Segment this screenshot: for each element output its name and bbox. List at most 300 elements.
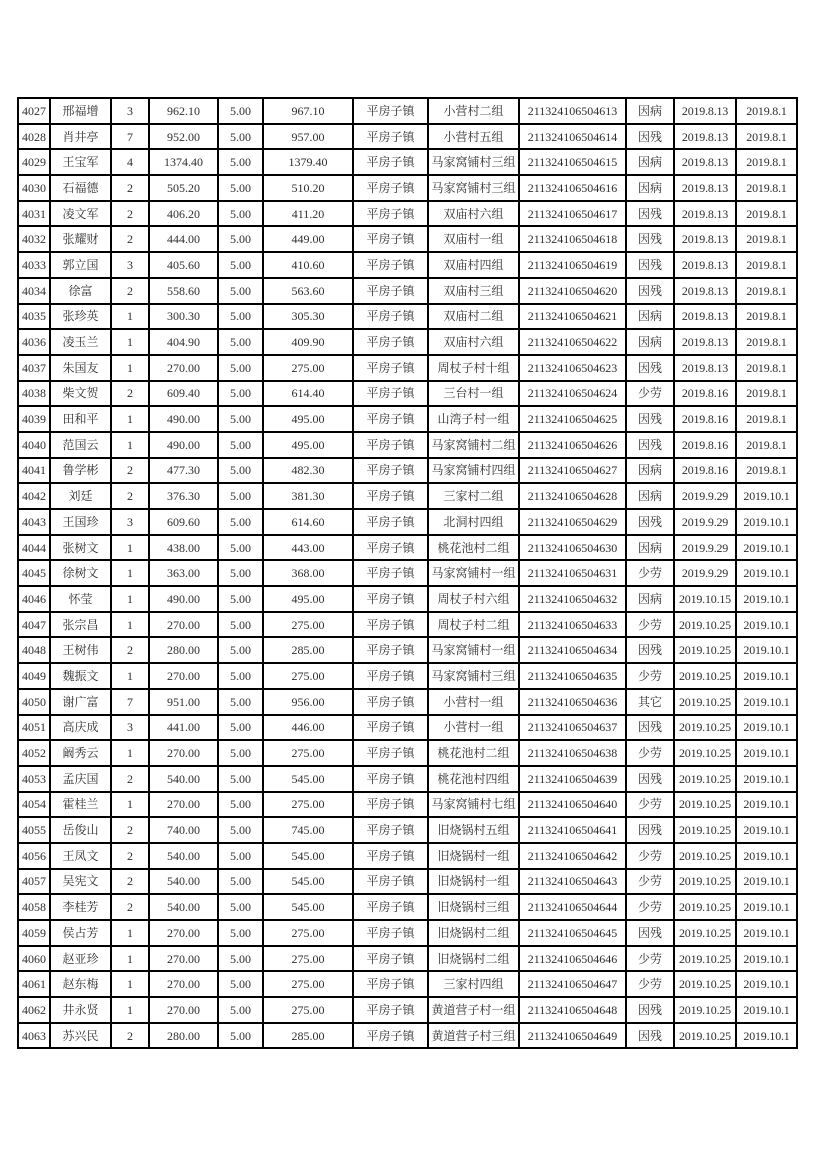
price-subsidy-cell: 5.00 (218, 637, 263, 663)
index-cell: 4059 (18, 920, 50, 946)
town-cell: 平房子镇 (353, 124, 428, 150)
reason-cell: 因残 (626, 252, 674, 278)
total-amount-cell: 305.30 (263, 304, 353, 330)
id-number-cell: 211324106504625 (519, 406, 626, 432)
base-amount-cell: 376.30 (149, 483, 218, 509)
issue-date-cell: 2019.10.1 (736, 971, 797, 997)
total-amount-cell: 275.00 (263, 740, 353, 766)
village-group-cell: 小营村一组 (428, 715, 519, 741)
base-amount-cell: 540.00 (149, 894, 218, 920)
town-cell: 平房子镇 (353, 1023, 428, 1049)
index-cell: 4047 (18, 612, 50, 638)
name-cell: 张树文 (50, 535, 111, 561)
family-size-cell: 1 (111, 920, 149, 946)
issue-date-cell: 2019.8.1 (736, 355, 797, 381)
price-subsidy-cell: 5.00 (218, 381, 263, 407)
family-size-cell: 3 (111, 715, 149, 741)
name-cell: 王凤文 (50, 843, 111, 869)
index-cell: 4056 (18, 843, 50, 869)
village-group-cell: 马家窝铺村四组 (428, 458, 519, 484)
approve-date-cell: 2019.8.16 (674, 406, 736, 432)
id-number-cell: 211324106504638 (519, 740, 626, 766)
approve-date-cell: 2019.10.25 (674, 612, 736, 638)
index-cell: 4042 (18, 483, 50, 509)
name-cell: 赵东梅 (50, 971, 111, 997)
family-size-cell: 1 (111, 586, 149, 612)
approve-date-cell: 2019.9.29 (674, 483, 736, 509)
id-number-cell: 211324106504641 (519, 817, 626, 843)
price-subsidy-cell: 5.00 (218, 1023, 263, 1049)
id-number-cell: 211324106504633 (519, 612, 626, 638)
family-size-cell: 2 (111, 1023, 149, 1049)
table-row (18, 869, 797, 895)
total-amount-cell: 563.60 (263, 278, 353, 304)
name-cell: 吴宪文 (50, 869, 111, 895)
family-size-cell: 2 (111, 843, 149, 869)
index-cell: 4043 (18, 509, 50, 535)
reason-cell: 因病 (626, 483, 674, 509)
total-amount-cell: 495.00 (263, 432, 353, 458)
issue-date-cell: 2019.10.1 (736, 663, 797, 689)
price-subsidy-cell: 5.00 (218, 817, 263, 843)
approve-date-cell: 2019.9.29 (674, 535, 736, 561)
total-amount-cell: 275.00 (263, 612, 353, 638)
price-subsidy-cell: 5.00 (218, 586, 263, 612)
approve-date-cell: 2019.9.29 (674, 509, 736, 535)
reason-cell: 因病 (626, 535, 674, 561)
issue-date-cell: 2019.10.1 (736, 946, 797, 972)
total-amount-cell: 510.20 (263, 175, 353, 201)
issue-date-cell: 2019.8.1 (736, 406, 797, 432)
id-number-cell: 211324106504628 (519, 483, 626, 509)
total-amount-cell: 614.60 (263, 509, 353, 535)
family-size-cell: 2 (111, 201, 149, 227)
price-subsidy-cell: 5.00 (218, 715, 263, 741)
total-amount-cell: 275.00 (263, 971, 353, 997)
price-subsidy-cell: 5.00 (218, 843, 263, 869)
index-cell: 4041 (18, 458, 50, 484)
name-cell: 岳俊山 (50, 817, 111, 843)
index-cell: 4062 (18, 997, 50, 1023)
base-amount-cell: 490.00 (149, 406, 218, 432)
index-cell: 4029 (18, 149, 50, 175)
village-group-cell: 山湾子村一组 (428, 406, 519, 432)
total-amount-cell: 275.00 (263, 355, 353, 381)
approve-date-cell: 2019.10.25 (674, 1023, 736, 1049)
name-cell: 徐富 (50, 278, 111, 304)
total-amount-cell: 545.00 (263, 843, 353, 869)
index-cell: 4032 (18, 226, 50, 252)
reason-cell: 因病 (626, 586, 674, 612)
approve-date-cell: 2019.8.13 (674, 149, 736, 175)
name-cell: 霍桂兰 (50, 792, 111, 818)
town-cell: 平房子镇 (353, 663, 428, 689)
reason-cell: 因残 (626, 201, 674, 227)
table-row (18, 458, 797, 484)
family-size-cell: 7 (111, 124, 149, 150)
total-amount-cell: 495.00 (263, 406, 353, 432)
table-row (18, 98, 797, 124)
name-cell: 柴文贺 (50, 381, 111, 407)
id-number-cell: 211324106504620 (519, 278, 626, 304)
town-cell: 平房子镇 (353, 406, 428, 432)
name-cell: 孟庆国 (50, 766, 111, 792)
total-amount-cell: 446.00 (263, 715, 353, 741)
town-cell: 平房子镇 (353, 869, 428, 895)
table-row (18, 792, 797, 818)
name-cell: 侯占芳 (50, 920, 111, 946)
approve-date-cell: 2019.8.13 (674, 175, 736, 201)
town-cell: 平房子镇 (353, 278, 428, 304)
id-number-cell: 211324106504619 (519, 252, 626, 278)
table-row (18, 201, 797, 227)
base-amount-cell: 270.00 (149, 792, 218, 818)
town-cell: 平房子镇 (353, 381, 428, 407)
town-cell: 平房子镇 (353, 175, 428, 201)
table-row (18, 432, 797, 458)
base-amount-cell: 404.90 (149, 329, 218, 355)
issue-date-cell: 2019.10.1 (736, 1023, 797, 1049)
index-cell: 4057 (18, 869, 50, 895)
name-cell: 肖井亭 (50, 124, 111, 150)
village-group-cell: 旧烧锅村二组 (428, 920, 519, 946)
name-cell: 邢福增 (50, 98, 111, 124)
total-amount-cell: 381.30 (263, 483, 353, 509)
price-subsidy-cell: 5.00 (218, 509, 263, 535)
village-group-cell: 小营村二组 (428, 98, 519, 124)
id-number-cell: 211324106504644 (519, 894, 626, 920)
price-subsidy-cell: 5.00 (218, 175, 263, 201)
total-amount-cell: 443.00 (263, 535, 353, 561)
approve-date-cell: 2019.10.25 (674, 946, 736, 972)
family-size-cell: 3 (111, 252, 149, 278)
village-group-cell: 北洞村四组 (428, 509, 519, 535)
family-size-cell: 1 (111, 997, 149, 1023)
price-subsidy-cell: 5.00 (218, 535, 263, 561)
name-cell: 石福德 (50, 175, 111, 201)
name-cell: 张珍英 (50, 304, 111, 330)
index-cell: 4037 (18, 355, 50, 381)
approve-date-cell: 2019.10.25 (674, 689, 736, 715)
reason-cell: 因残 (626, 406, 674, 432)
town-cell: 平房子镇 (353, 817, 428, 843)
base-amount-cell: 444.00 (149, 226, 218, 252)
town-cell: 平房子镇 (353, 458, 428, 484)
approve-date-cell: 2019.8.13 (674, 124, 736, 150)
approve-date-cell: 2019.10.25 (674, 843, 736, 869)
total-amount-cell: 409.90 (263, 329, 353, 355)
family-size-cell: 7 (111, 689, 149, 715)
price-subsidy-cell: 5.00 (218, 894, 263, 920)
issue-date-cell: 2019.10.1 (736, 997, 797, 1023)
reason-cell: 少劳 (626, 612, 674, 638)
approve-date-cell: 2019.8.13 (674, 329, 736, 355)
index-cell: 4034 (18, 278, 50, 304)
base-amount-cell: 270.00 (149, 946, 218, 972)
name-cell: 王树伟 (50, 637, 111, 663)
table-row (18, 483, 797, 509)
issue-date-cell: 2019.10.1 (736, 560, 797, 586)
village-group-cell: 桃花池村二组 (428, 535, 519, 561)
base-amount-cell: 540.00 (149, 843, 218, 869)
reason-cell: 少劳 (626, 560, 674, 586)
town-cell: 平房子镇 (353, 149, 428, 175)
index-cell: 4033 (18, 252, 50, 278)
family-size-cell: 2 (111, 458, 149, 484)
approve-date-cell: 2019.8.13 (674, 98, 736, 124)
total-amount-cell: 1379.40 (263, 149, 353, 175)
table-row (18, 817, 797, 843)
table-row (18, 946, 797, 972)
reason-cell: 因残 (626, 509, 674, 535)
table-row (18, 278, 797, 304)
name-cell: 王宝军 (50, 149, 111, 175)
total-amount-cell: 545.00 (263, 869, 353, 895)
issue-date-cell: 2019.10.1 (736, 637, 797, 663)
issue-date-cell: 2019.8.1 (736, 458, 797, 484)
family-size-cell: 1 (111, 560, 149, 586)
base-amount-cell: 363.00 (149, 560, 218, 586)
id-number-cell: 211324106504629 (519, 509, 626, 535)
total-amount-cell: 545.00 (263, 894, 353, 920)
reason-cell: 少劳 (626, 894, 674, 920)
index-cell: 4053 (18, 766, 50, 792)
village-group-cell: 双庙村一组 (428, 226, 519, 252)
village-group-cell: 双庙村六组 (428, 329, 519, 355)
id-number-cell: 211324106504623 (519, 355, 626, 381)
price-subsidy-cell: 5.00 (218, 201, 263, 227)
town-cell: 平房子镇 (353, 509, 428, 535)
reason-cell: 因残 (626, 817, 674, 843)
reason-cell: 因残 (626, 226, 674, 252)
reason-cell: 因残 (626, 766, 674, 792)
price-subsidy-cell: 5.00 (218, 869, 263, 895)
issue-date-cell: 2019.10.1 (736, 535, 797, 561)
id-number-cell: 211324106504615 (519, 149, 626, 175)
table-row (18, 894, 797, 920)
base-amount-cell: 270.00 (149, 612, 218, 638)
index-cell: 4050 (18, 689, 50, 715)
price-subsidy-cell: 5.00 (218, 920, 263, 946)
index-cell: 4061 (18, 971, 50, 997)
id-number-cell: 211324106504639 (519, 766, 626, 792)
reason-cell: 少劳 (626, 869, 674, 895)
name-cell: 凌玉兰 (50, 329, 111, 355)
reason-cell: 因残 (626, 355, 674, 381)
village-group-cell: 三家村四组 (428, 971, 519, 997)
issue-date-cell: 2019.10.1 (736, 817, 797, 843)
base-amount-cell: 270.00 (149, 740, 218, 766)
family-size-cell: 2 (111, 817, 149, 843)
base-amount-cell: 270.00 (149, 920, 218, 946)
town-cell: 平房子镇 (353, 201, 428, 227)
reason-cell: 因病 (626, 329, 674, 355)
index-cell: 4038 (18, 381, 50, 407)
reason-cell: 因残 (626, 715, 674, 741)
base-amount-cell: 300.30 (149, 304, 218, 330)
family-size-cell: 2 (111, 483, 149, 509)
village-group-cell: 马家窝铺村一组 (428, 560, 519, 586)
approve-date-cell: 2019.8.13 (674, 278, 736, 304)
id-number-cell: 211324106504645 (519, 920, 626, 946)
town-cell: 平房子镇 (353, 740, 428, 766)
family-size-cell: 1 (111, 406, 149, 432)
village-group-cell: 双庙村二组 (428, 304, 519, 330)
total-amount-cell: 745.00 (263, 817, 353, 843)
price-subsidy-cell: 5.00 (218, 946, 263, 972)
family-size-cell: 1 (111, 355, 149, 381)
town-cell: 平房子镇 (353, 637, 428, 663)
town-cell: 平房子镇 (353, 715, 428, 741)
base-amount-cell: 740.00 (149, 817, 218, 843)
village-group-cell: 马家窝铺村一组 (428, 637, 519, 663)
town-cell: 平房子镇 (353, 535, 428, 561)
family-size-cell: 1 (111, 971, 149, 997)
price-subsidy-cell: 5.00 (218, 226, 263, 252)
town-cell: 平房子镇 (353, 920, 428, 946)
id-number-cell: 211324106504636 (519, 689, 626, 715)
index-cell: 4046 (18, 586, 50, 612)
price-subsidy-cell: 5.00 (218, 432, 263, 458)
issue-date-cell: 2019.10.1 (736, 689, 797, 715)
town-cell: 平房子镇 (353, 612, 428, 638)
town-cell: 平房子镇 (353, 843, 428, 869)
base-amount-cell: 441.00 (149, 715, 218, 741)
index-cell: 4054 (18, 792, 50, 818)
id-number-cell: 211324106504624 (519, 381, 626, 407)
family-size-cell: 2 (111, 766, 149, 792)
issue-date-cell: 2019.10.1 (736, 740, 797, 766)
id-number-cell: 211324106504621 (519, 304, 626, 330)
price-subsidy-cell: 5.00 (218, 304, 263, 330)
reason-cell: 少劳 (626, 381, 674, 407)
family-size-cell: 1 (111, 792, 149, 818)
base-amount-cell: 270.00 (149, 997, 218, 1023)
village-group-cell: 旧烧锅村三组 (428, 894, 519, 920)
town-cell: 平房子镇 (353, 586, 428, 612)
issue-date-cell: 2019.10.1 (736, 612, 797, 638)
index-cell: 4035 (18, 304, 50, 330)
index-cell: 4063 (18, 1023, 50, 1049)
family-size-cell: 1 (111, 432, 149, 458)
name-cell: 苏兴民 (50, 1023, 111, 1049)
name-cell: 鲁学彬 (50, 458, 111, 484)
reason-cell: 少劳 (626, 792, 674, 818)
name-cell: 阚秀云 (50, 740, 111, 766)
village-group-cell: 双庙村四组 (428, 252, 519, 278)
base-amount-cell: 540.00 (149, 766, 218, 792)
town-cell: 平房子镇 (353, 304, 428, 330)
approve-date-cell: 2019.9.29 (674, 560, 736, 586)
base-amount-cell: 270.00 (149, 971, 218, 997)
family-size-cell: 2 (111, 894, 149, 920)
base-amount-cell: 558.60 (149, 278, 218, 304)
issue-date-cell: 2019.10.1 (736, 894, 797, 920)
price-subsidy-cell: 5.00 (218, 355, 263, 381)
total-amount-cell: 614.40 (263, 381, 353, 407)
village-group-cell: 三台村一组 (428, 381, 519, 407)
reason-cell: 因病 (626, 175, 674, 201)
id-number-cell: 211324106504622 (519, 329, 626, 355)
approve-date-cell: 2019.8.13 (674, 226, 736, 252)
total-amount-cell: 957.00 (263, 124, 353, 150)
total-amount-cell: 275.00 (263, 946, 353, 972)
issue-date-cell: 2019.10.1 (736, 715, 797, 741)
table-row (18, 226, 797, 252)
index-cell: 4027 (18, 98, 50, 124)
reason-cell: 因残 (626, 920, 674, 946)
town-cell: 平房子镇 (353, 689, 428, 715)
index-cell: 4045 (18, 560, 50, 586)
base-amount-cell: 405.60 (149, 252, 218, 278)
total-amount-cell: 411.20 (263, 201, 353, 227)
reason-cell: 少劳 (626, 843, 674, 869)
issue-date-cell: 2019.8.1 (736, 98, 797, 124)
issue-date-cell: 2019.8.1 (736, 278, 797, 304)
town-cell: 平房子镇 (353, 560, 428, 586)
issue-date-cell: 2019.8.1 (736, 175, 797, 201)
base-amount-cell: 280.00 (149, 1023, 218, 1049)
village-group-cell: 马家窝铺村二组 (428, 432, 519, 458)
total-amount-cell: 956.00 (263, 689, 353, 715)
approve-date-cell: 2019.8.16 (674, 432, 736, 458)
approve-date-cell: 2019.10.25 (674, 817, 736, 843)
price-subsidy-cell: 5.00 (218, 971, 263, 997)
issue-date-cell: 2019.8.1 (736, 252, 797, 278)
total-amount-cell: 495.00 (263, 586, 353, 612)
village-group-cell: 旧烧锅村五组 (428, 817, 519, 843)
name-cell: 刘廷 (50, 483, 111, 509)
index-cell: 4049 (18, 663, 50, 689)
family-size-cell: 1 (111, 740, 149, 766)
approve-date-cell: 2019.8.16 (674, 458, 736, 484)
table-row (18, 124, 797, 150)
family-size-cell: 1 (111, 329, 149, 355)
village-group-cell: 小营村五组 (428, 124, 519, 150)
total-amount-cell: 449.00 (263, 226, 353, 252)
base-amount-cell: 490.00 (149, 432, 218, 458)
family-size-cell: 2 (111, 278, 149, 304)
base-amount-cell: 438.00 (149, 535, 218, 561)
reason-cell: 因残 (626, 637, 674, 663)
issue-date-cell: 2019.8.1 (736, 149, 797, 175)
id-number-cell: 211324106504647 (519, 971, 626, 997)
id-number-cell: 211324106504626 (519, 432, 626, 458)
village-group-cell: 旧烧锅村一组 (428, 869, 519, 895)
index-cell: 4040 (18, 432, 50, 458)
total-amount-cell: 285.00 (263, 1023, 353, 1049)
village-group-cell: 黄道营子村一组 (428, 997, 519, 1023)
issue-date-cell: 2019.8.1 (736, 432, 797, 458)
town-cell: 平房子镇 (353, 432, 428, 458)
table-row (18, 920, 797, 946)
town-cell: 平房子镇 (353, 329, 428, 355)
town-cell: 平房子镇 (353, 792, 428, 818)
id-number-cell: 211324106504627 (519, 458, 626, 484)
price-subsidy-cell: 5.00 (218, 792, 263, 818)
reason-cell: 因残 (626, 278, 674, 304)
approve-date-cell: 2019.10.25 (674, 792, 736, 818)
approve-date-cell: 2019.10.25 (674, 920, 736, 946)
total-amount-cell: 285.00 (263, 637, 353, 663)
village-group-cell: 桃花池村四组 (428, 766, 519, 792)
table-row (18, 766, 797, 792)
table-row (18, 715, 797, 741)
total-amount-cell: 275.00 (263, 792, 353, 818)
price-subsidy-cell: 5.00 (218, 252, 263, 278)
table-row (18, 689, 797, 715)
reason-cell: 因残 (626, 1023, 674, 1049)
